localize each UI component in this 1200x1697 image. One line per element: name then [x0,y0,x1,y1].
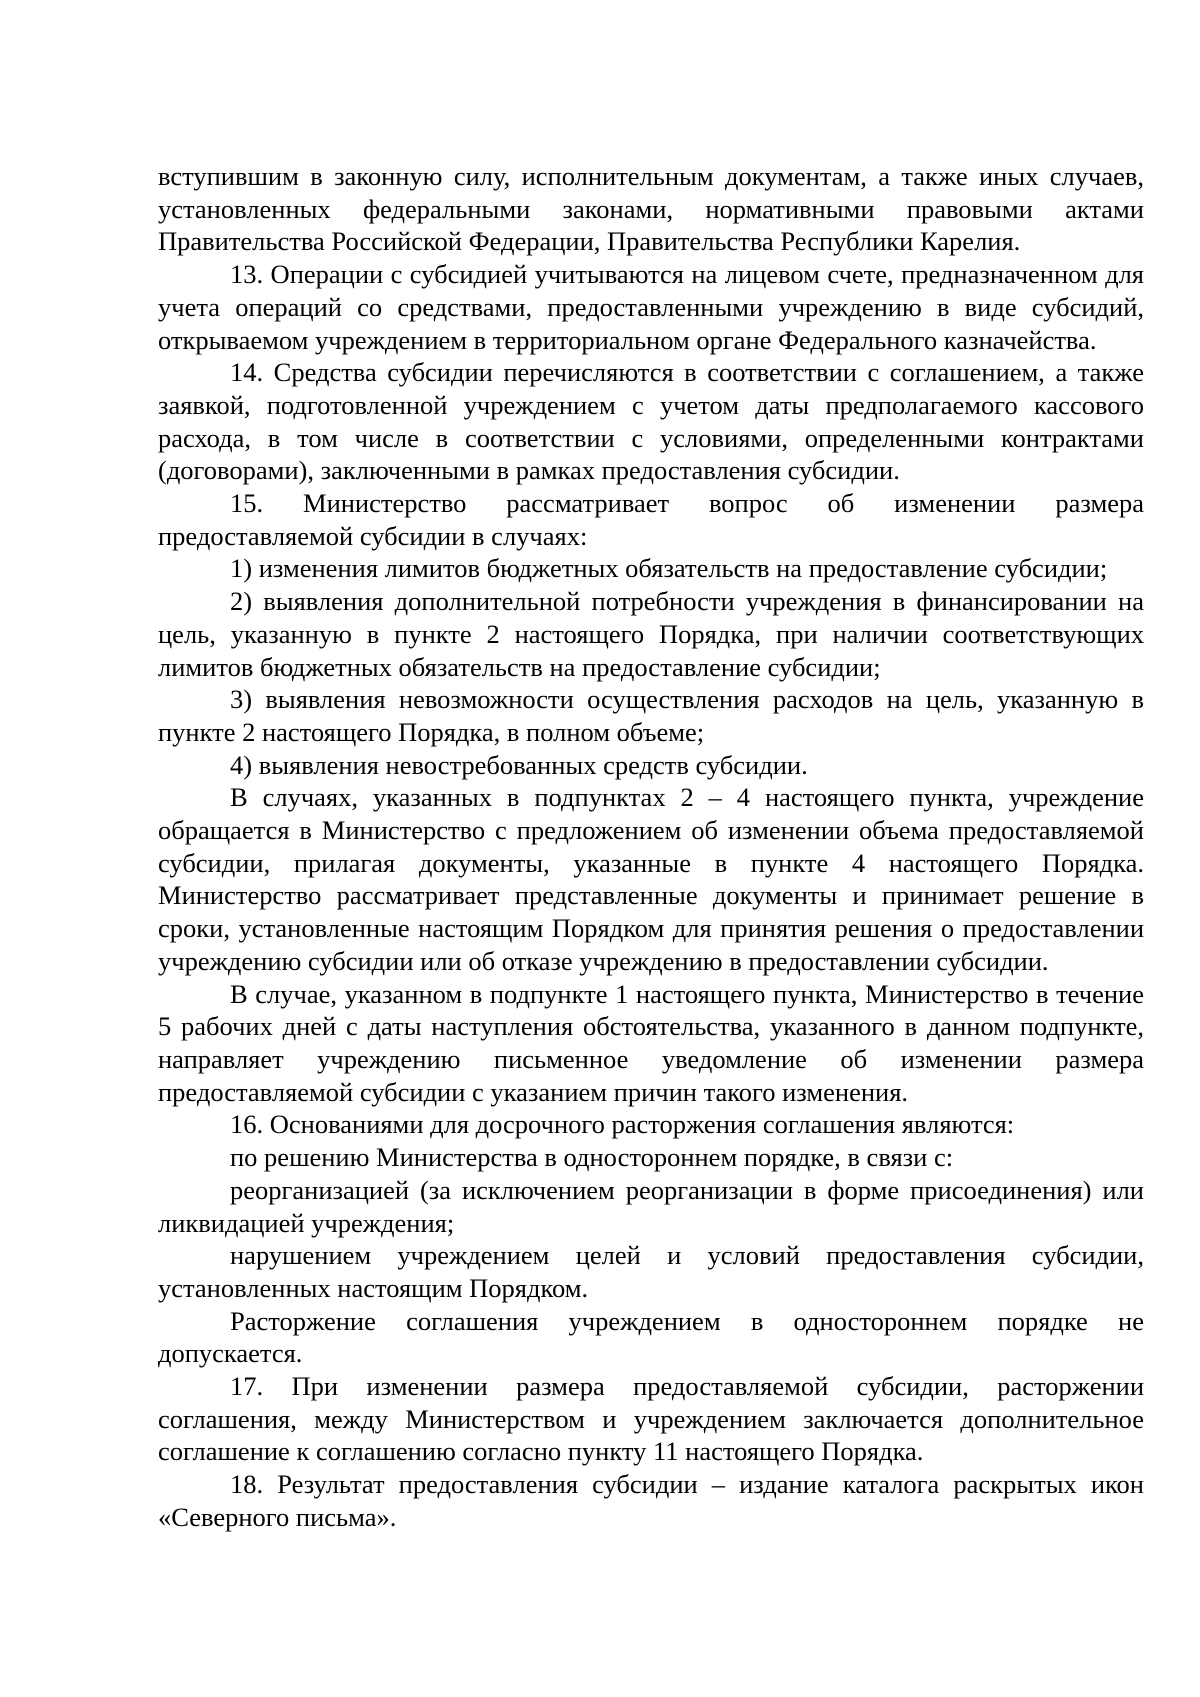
paragraph-15-cases-2-4: В случаях, указанных в подпунктах 2 – 4 настоящего пункта, учреждение обращается в Министерство с предложением об изменении объема предоставляемой субсидии, прилагая документы, указанные в пункте 4 настоящего Порядка. Министерство рассматривает представленные документы и принимает решение в сроки, установленные настоящим Порядком для принятия решения о предоставлении учреждению субсидии или об отказе учреждению в предоставлении субсидии. [158,782,1144,976]
paragraph-16-unilateral: Расторжение соглашения учреждением в одностороннем порядке не допускается. [158,1305,1144,1369]
subparagraph-15-3: 3) выявления невозможности осуществления расходов на цель, указанную в пункте 2 настоящего Порядка, в полном объеме; [158,684,1144,747]
paragraph-18: 18. Результат предоставления субсидии – издание каталога раскрытых икон «Северного письма». [158,1469,1144,1532]
paragraph-16: 16. Основаниями для досрочного расторжения соглашения являются: [230,1109,1015,1140]
paragraph-15-case-1: В случае, указанном в подпункте 1 настоящего пункта, Министерство в течение 5 рабочих дней с даты наступления обстоятельства, указанного в данном подпункте, направляет учреждению письменное уведомление об изменении размера предоставляемой субсидии с указанием причин такого изменения. [158,978,1144,1107]
paragraph-13: 13. Операции с субсидией учитываются на лицевом счете, предназначенном для учета операций со средствами, предоставленными учреждению в виде субсидий, открываемом учреждением в территориальном органе Федерального казначейства. [158,259,1144,355]
paragraph-17: 17. При изменении размера предоставляемой субсидии, расторжении соглашения, между Министерством и учреждением заключается дополнительное соглашение к соглашению согласно пункту 11 настоящего Порядка. [158,1371,1144,1467]
paragraph-16-ministry-decision: по решению Министерства в одностороннем порядке, в связи с: [230,1142,954,1173]
paragraph-15: 15. Министерство рассматривает вопрос об изменении размера предоставляемой субсидии в случаях: [158,488,1144,551]
subparagraph-15-2: 2) выявления дополнительной потребности учреждения в финансировании на цель, указанную в пункте 2 настоящего Порядка, при наличии соответствующих лимитов бюджетных обязательств на предоставление субсидии; [158,586,1144,682]
document-page [158,160,1144,1534]
paragraph-16-violation: нарушением учреждением целей и условий предоставления субсидии, установленных настоящим Порядком. [158,1240,1144,1303]
paragraph-16-reorganization: реорганизацией (за исключением реорганизации в форме присоединения) или ликвидацией учреждения; [158,1174,1144,1238]
paragraph-14: 14. Средства субсидии перечисляются в соответствии с соглашением, а также заявкой, подготовленной учреждением с учетом даты предполагаемого кассового расхода, в том числе в соответствии с условиями, определенными контрактами (договорами), заключенными в рамках предоставления субсидии. [158,357,1144,486]
subparagraph-15-4: 4) выявления невостребованных средств субсидии. [230,749,808,780]
paragraph-continuation: вступившим в законную силу, исполнительным документам, а также иных случаев, установленных федеральными законами, нормативными правовыми актами Правительства Российской Федерации, Правительства Республики Карелия. [158,161,1144,257]
subparagraph-15-1: 1) изменения лимитов бюджетных обязательств на предоставление субсидии; [230,553,1108,584]
